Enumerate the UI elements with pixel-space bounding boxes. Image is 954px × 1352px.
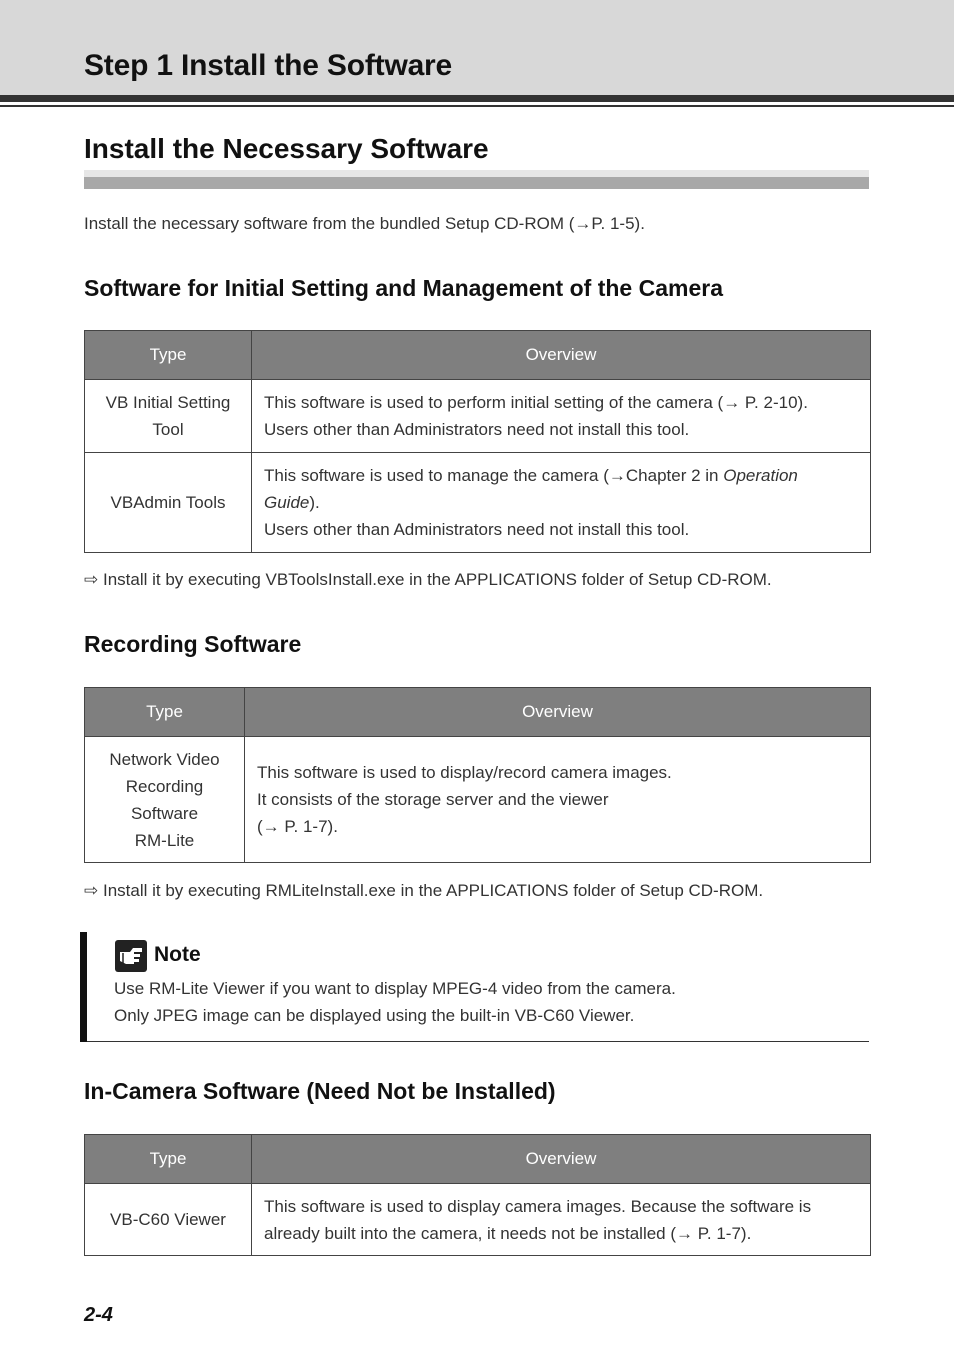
in-camera-software-heading: In-Camera Software (Need Not be Installed) [84, 1078, 556, 1104]
overview-cell [252, 1184, 871, 1256]
recording-software-table [84, 687, 871, 863]
overview-column-header: Overview [252, 1135, 871, 1184]
initial-setting-heading: Software for Initial Setting and Management of the Camera [84, 275, 723, 301]
overview-line: It consists of the storage server and the viewer [257, 790, 609, 809]
pointing-hand-icon [115, 940, 147, 972]
install-instruction: ⇨ Install it by executing VBToolsInstall.exe in the APPLICATIONS folder of Setup CD-ROM. [84, 570, 772, 589]
type-line: Software [130, 803, 199, 823]
type-line: VB Initial Setting [105, 393, 231, 412]
intro-text: Install the necessary software from the bundled Setup CD-ROM (→P. 1-5). [84, 214, 645, 233]
type-line: Tool [152, 420, 184, 439]
overview-text: This software is used to manage the camera (→Chapter 2 in [264, 466, 724, 485]
type-cell: VBAdmin Tools [85, 453, 252, 553]
overview-cell [252, 453, 871, 553]
note-divider [87, 1041, 869, 1042]
note-title: Note [154, 943, 201, 966]
overview-column-header: Overview [245, 688, 871, 737]
type-line: Network Video [109, 749, 220, 769]
overview-line: Users other than Administrators need not install this tool. [264, 520, 690, 539]
table-header-row [85, 331, 871, 380]
overview-line: already built into the camera, it needs not be installed (→ P. 1-7). [264, 1223, 752, 1243]
operation-guide-reference: Operation Guide [264, 466, 798, 512]
type-column-header: Type [85, 1135, 252, 1184]
section-underline-light [84, 170, 869, 177]
overview-line: This software is used to display camera images. Because the software is [264, 1196, 812, 1216]
overview-column-header: Overview [252, 331, 871, 380]
note-text: Only JPEG image can be displayed using the built-in VB-C60 Viewer. [114, 1006, 635, 1025]
note-text: Use RM-Lite Viewer if you want to display MPEG-4 video from the camera. [114, 979, 676, 998]
type-line: Recording [125, 776, 204, 796]
overview-line: This software is used to display/record camera images. [257, 763, 672, 782]
overview-cell [252, 380, 871, 453]
section-title: Install the Necessary Software [84, 133, 489, 164]
chapter-title: Step 1 Install the Software [84, 49, 453, 82]
initial-setting-table [84, 330, 871, 553]
overview-line: Users other than Administrators need not install this tool. [264, 420, 690, 439]
section-underline [84, 177, 869, 189]
overview-cell [245, 737, 871, 863]
note-accent-bar [80, 932, 87, 1042]
install-instruction: ⇨ Install it by executing RMLiteInstall.exe in the APPLICATIONS folder of Setup CD-ROM. [84, 881, 764, 900]
type-line: RM-Lite [134, 830, 195, 850]
page-number: 2-4 [84, 1304, 113, 1326]
overview-line: This software is used to perform initial setting of the camera (→ P. 2-10). [264, 393, 808, 412]
type-cell [85, 737, 245, 863]
type-cell: VB-C60 Viewer [85, 1184, 252, 1256]
type-cell [85, 380, 252, 453]
recording-software-heading: Recording Software [84, 631, 302, 657]
table-header-row [85, 688, 871, 737]
header-divider [0, 95, 954, 102]
in-camera-software-table [84, 1134, 871, 1256]
table-row [85, 737, 871, 863]
overview-text: ). [309, 493, 320, 512]
overview-line: (→ P. 1-7). [257, 817, 338, 836]
table-header-row [85, 1135, 871, 1184]
type-column-header: Type [85, 688, 245, 737]
table-row [85, 1184, 871, 1256]
type-column-header: Type [85, 331, 252, 380]
table-row [85, 453, 871, 553]
table-row [85, 380, 871, 453]
header-divider-thin [0, 105, 954, 107]
